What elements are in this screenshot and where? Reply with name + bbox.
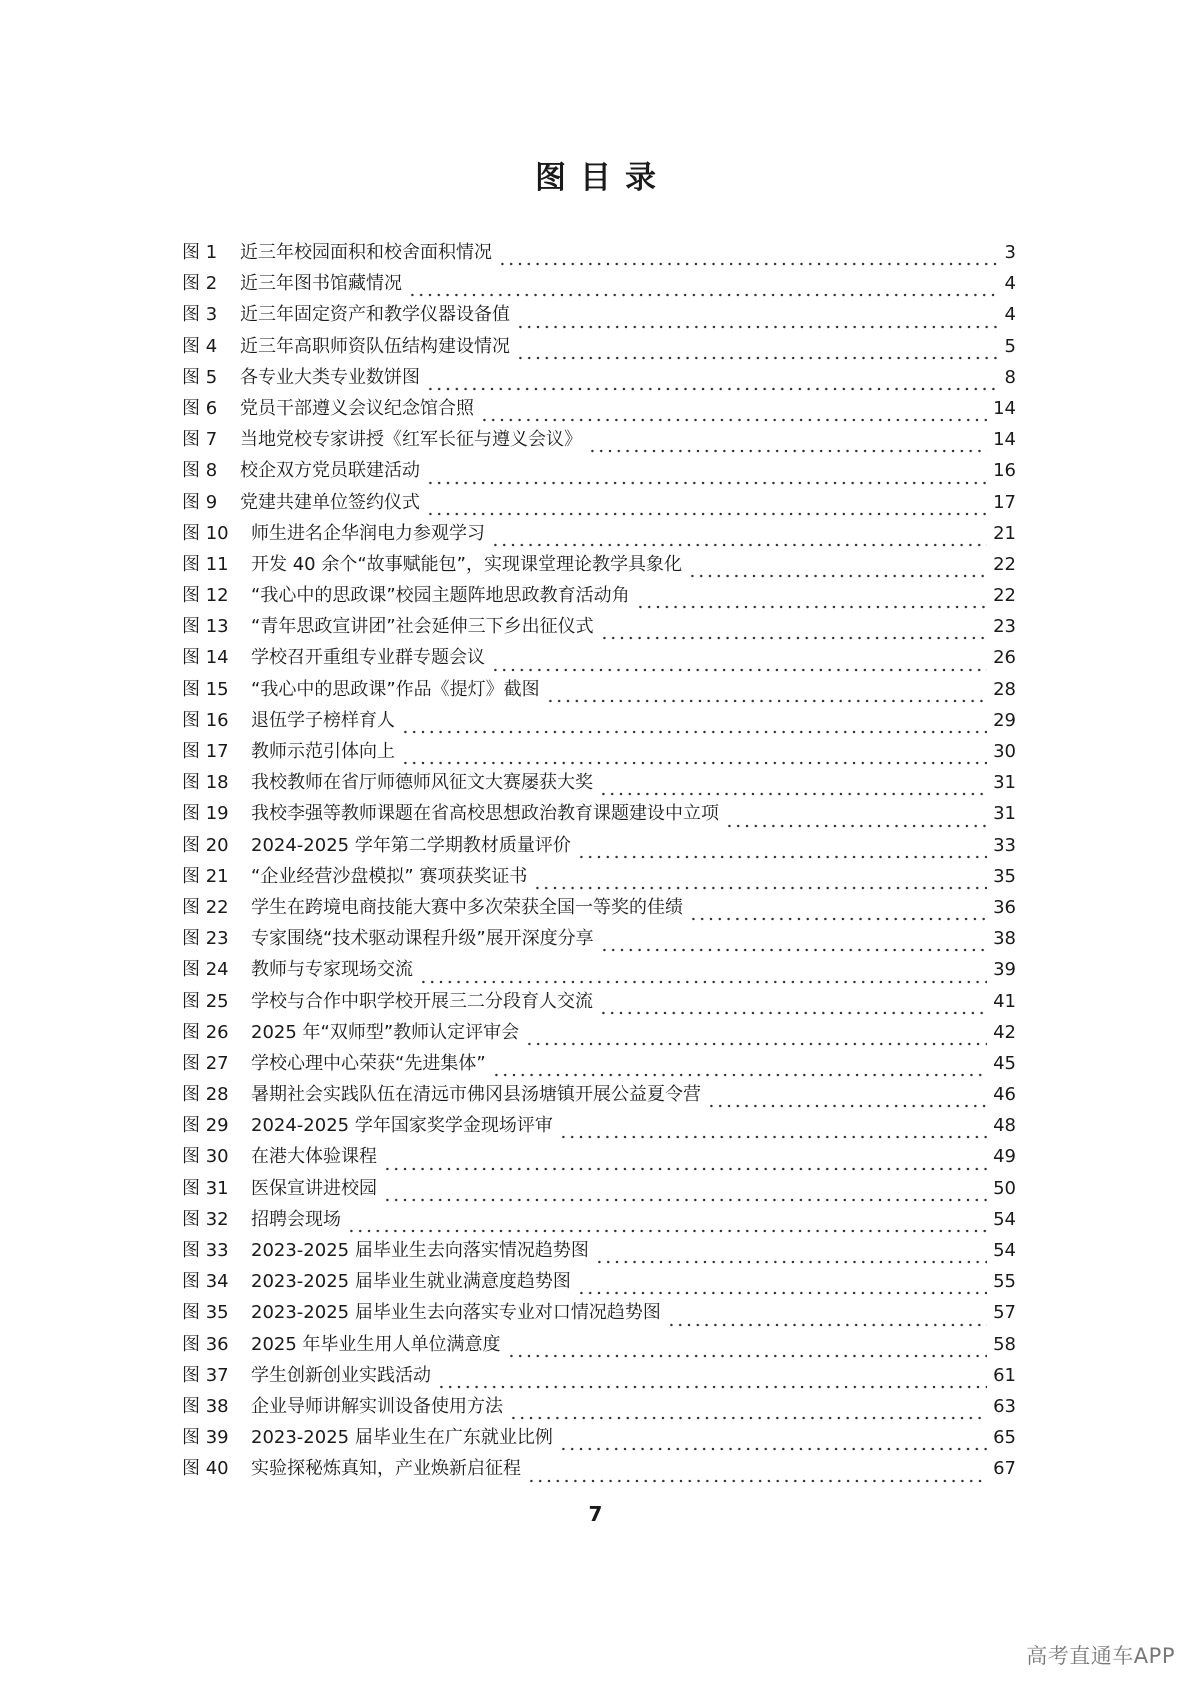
dot-leader	[401, 761, 987, 765]
toc-entry-label: 图 8	[182, 460, 218, 482]
toc-entry-label: 图 4	[182, 335, 218, 357]
toc-entry-title: 退伍学子榜样育人	[251, 709, 395, 731]
dot-leader	[546, 699, 987, 703]
toc-entry-page: 5	[1004, 335, 1016, 357]
toc-entry[interactable]	[182, 272, 1016, 303]
toc-entry-page: 58	[993, 1333, 1016, 1355]
toc-entry[interactable]	[182, 646, 1016, 677]
toc-entry-label: 图 39	[182, 1427, 229, 1449]
toc-entry-page: 31	[993, 803, 1016, 825]
dot-leader	[419, 980, 987, 984]
toc-entry-page: 65	[993, 1427, 1016, 1449]
toc-entry-label: 图 16	[182, 709, 229, 731]
toc-entry-page: 45	[993, 1052, 1016, 1074]
dot-leader	[408, 293, 998, 297]
page-number: 7	[588, 1502, 603, 1526]
toc-entry-label: 图 3	[182, 304, 218, 326]
toc-entry-label: 图 31	[182, 1177, 229, 1199]
toc-entry-label: 图 40	[182, 1458, 229, 1480]
toc-entry-page: 63	[993, 1395, 1016, 1417]
toc-entry-title: “青年思政宣讲团”社会延伸三下乡出征仪式	[251, 616, 594, 638]
toc-entry-page: 49	[993, 1146, 1016, 1168]
toc-entry[interactable]	[182, 834, 1016, 865]
toc-entry[interactable]	[182, 1083, 1016, 1114]
page-title: 图目录	[535, 160, 670, 196]
toc-entry[interactable]	[182, 428, 1016, 459]
toc-entry[interactable]	[182, 1395, 1016, 1426]
dot-leader	[491, 668, 987, 672]
dot-leader	[577, 1291, 987, 1295]
toc-entry[interactable]	[182, 740, 1016, 771]
toc-entry-page: 22	[993, 553, 1016, 575]
toc-entry-label: 图 18	[182, 772, 229, 794]
toc-entry-title: 近三年固定资产和教学仪器设备值	[240, 304, 510, 326]
toc-entry-page: 29	[993, 709, 1016, 731]
dot-leader	[509, 1416, 987, 1420]
dot-leader	[426, 387, 998, 391]
toc-entry[interactable]	[182, 958, 1016, 989]
toc-entry-label: 图 29	[182, 1115, 229, 1137]
toc-entry-title: 学生创新创业实践活动	[251, 1364, 431, 1386]
toc-entry[interactable]	[182, 366, 1016, 397]
toc-entry-page: 8	[1004, 366, 1016, 388]
dot-leader	[599, 1011, 987, 1015]
dot-leader	[383, 1198, 987, 1202]
toc-entry-title: 在港大体验课程	[251, 1146, 377, 1168]
toc-entry-label: 图 38	[182, 1395, 229, 1417]
watermark-text: 高考直通车APP	[1026, 1644, 1175, 1668]
toc-entry-page: 50	[993, 1177, 1016, 1199]
toc-entry-label: 图 11	[182, 553, 229, 575]
toc-entry-title: 2025 年毕业生用人单位满意度	[251, 1333, 501, 1355]
toc-entry-page: 57	[993, 1302, 1016, 1324]
toc-entry-label: 图 9	[182, 491, 218, 513]
toc-entry-label: 图 30	[182, 1146, 229, 1168]
toc-entry-title: 近三年高职师资队伍结构建设情况	[240, 335, 510, 357]
toc-entry-label: 图 13	[182, 616, 229, 638]
toc-entry[interactable]	[182, 584, 1016, 615]
dot-leader	[525, 1042, 987, 1046]
toc-entry-title: 近三年图书馆藏情况	[240, 273, 402, 295]
toc-entry-label: 图 23	[182, 928, 229, 950]
toc-entry[interactable]	[182, 1145, 1016, 1176]
toc-entry-title: 企业导师讲解实训设备使用方法	[251, 1395, 503, 1417]
toc-entry[interactable]	[182, 553, 1016, 584]
toc-entry[interactable]	[182, 303, 1016, 334]
dot-leader	[401, 730, 987, 734]
toc-entry-title: 2023-2025 届毕业生就业满意度趋势图	[251, 1271, 571, 1293]
toc-entry-label: 图 27	[182, 1052, 229, 1074]
dot-leader	[498, 262, 998, 266]
dot-leader	[725, 824, 987, 828]
toc-entry-label: 图 24	[182, 959, 229, 981]
toc-entry-title: 当地党校专家讲授《红军长征与遵义会议》	[240, 429, 582, 451]
toc-entry[interactable]	[182, 615, 1016, 646]
toc-entry-page: 28	[993, 678, 1016, 700]
dot-leader	[383, 1167, 987, 1171]
toc-entry-title: 党建共建单位签约仪式	[240, 491, 420, 513]
toc-entry-title: 教师与专家现场交流	[251, 959, 413, 981]
toc-entry-page: 54	[993, 1208, 1016, 1230]
toc-entry-title: “我心中的思政课”校园主题阵地思政教育活动角	[251, 585, 630, 607]
toc-entry-title: “企业经营沙盘模拟” 赛项获奖证书	[251, 865, 528, 887]
toc-entry-title: 专家围绕“技术驱动课程升级”展开深度分享	[251, 928, 594, 950]
dot-leader	[347, 1229, 987, 1233]
toc-entry-title: 党员干部遵义会议纪念馆合照	[240, 397, 474, 419]
toc-entry-title: 医保宣讲进校园	[251, 1177, 377, 1199]
dot-leader	[688, 574, 987, 578]
toc-entry-title: 2023-2025 届毕业生在广东就业比例	[251, 1427, 553, 1449]
toc-entry-title: 我校李强等教师课题在省高校思想政治教育课题建设中立项	[251, 803, 719, 825]
toc-entry[interactable]	[182, 241, 1016, 272]
toc-entry-page: 14	[993, 397, 1016, 419]
dot-leader	[588, 449, 987, 453]
toc-entry-label: 图 15	[182, 678, 229, 700]
toc-entry-title: 我校教师在省厅师德师风征文大赛屡获大奖	[251, 772, 593, 794]
toc-entry[interactable]	[182, 459, 1016, 490]
toc-entry-label: 图 22	[182, 896, 229, 918]
toc-entry-label: 图 17	[182, 741, 229, 762]
toc-entry-title: 师生进名企华润电力参观学习	[251, 522, 485, 544]
toc-entry-page: 39	[993, 959, 1016, 981]
toc-entry-page: 4	[1004, 304, 1016, 326]
dot-leader	[595, 1260, 987, 1264]
toc-entry-label: 图 6	[182, 397, 218, 419]
toc-entry[interactable]	[182, 1270, 1016, 1301]
toc-entry-page: 16	[993, 460, 1016, 482]
toc-entry-label: 图 14	[182, 647, 229, 669]
toc-entry-page: 61	[993, 1364, 1016, 1386]
toc-entry-title: 2023-2025 届毕业生去向落实情况趋势图	[251, 1240, 589, 1261]
toc-entry[interactable]	[182, 1333, 1016, 1364]
dot-leader	[507, 1354, 988, 1358]
toc-entry-label: 图 12	[182, 585, 229, 607]
toc-entry-label: 图 34	[182, 1271, 229, 1293]
toc-entry[interactable]	[182, 709, 1016, 740]
toc-entry[interactable]	[182, 990, 1016, 1021]
dot-leader	[527, 1479, 987, 1483]
toc-entry-title: 学校心理中心荣获“先进集体”	[251, 1052, 486, 1074]
toc-entry-title: 近三年校园面积和校舍面积情况	[240, 242, 492, 263]
toc-entry-page: 26	[993, 647, 1016, 669]
toc-entry-page: 31	[993, 772, 1016, 794]
toc-entry-title: 2024-2025 学年国家奖学金现场评审	[251, 1115, 553, 1137]
dot-leader	[480, 418, 987, 422]
toc-entry[interactable]	[182, 1239, 1016, 1270]
toc-entry-label: 图 21	[182, 865, 229, 887]
toc-entry-title: 学校与合作中职学校开展三二分段育人交流	[251, 990, 593, 1012]
figure-toc-list	[182, 241, 1016, 1489]
toc-entry[interactable]	[182, 802, 1016, 833]
dot-leader	[426, 481, 987, 485]
toc-entry[interactable]	[182, 1364, 1016, 1395]
toc-entry-label: 图 5	[182, 366, 218, 388]
toc-entry-page: 22	[993, 585, 1016, 607]
toc-entry[interactable]	[182, 335, 1016, 366]
toc-entry-label: 图 28	[182, 1084, 229, 1106]
dot-leader	[636, 605, 987, 609]
toc-entry-label: 图 35	[182, 1302, 229, 1324]
toc-entry-label: 图 33	[182, 1240, 229, 1261]
toc-entry-page: 42	[993, 1021, 1016, 1043]
toc-entry-label: 图 2	[182, 273, 218, 295]
toc-entry-label: 图 19	[182, 803, 229, 825]
dot-leader	[516, 325, 998, 329]
toc-entry[interactable]	[182, 491, 1016, 522]
toc-entry-title: 学校召开重组专业群专题会议	[251, 647, 485, 669]
toc-entry-page: 36	[993, 896, 1016, 918]
dot-leader	[491, 543, 987, 547]
toc-entry-page: 46	[993, 1084, 1016, 1106]
dot-leader	[707, 1104, 987, 1108]
toc-entry-title: 教师示范引体向上	[251, 741, 395, 762]
toc-entry[interactable]	[182, 1301, 1016, 1332]
toc-entry-title: 2023-2025 届毕业生去向落实专业对口情况趋势图	[251, 1302, 661, 1324]
toc-entry-title: 暑期社会实践队伍在清远市佛冈县汤塘镇开展公益夏令营	[251, 1084, 701, 1106]
toc-entry[interactable]	[182, 1457, 1016, 1488]
toc-entry[interactable]	[182, 397, 1016, 428]
toc-entry-label: 图 25	[182, 990, 229, 1012]
toc-entry-title: 学生在跨境电商技能大赛中多次荣获全国一等奖的佳绩	[251, 896, 683, 918]
dot-leader	[689, 917, 987, 921]
toc-entry-label: 图 1	[182, 242, 218, 263]
toc-entry-page: 23	[993, 616, 1016, 638]
toc-entry-label: 图 7	[182, 429, 218, 451]
toc-entry[interactable]	[182, 1426, 1016, 1457]
toc-entry-title: 2025 年“双师型”教师认定评审会	[251, 1021, 520, 1043]
dot-leader	[492, 1073, 987, 1077]
toc-entry[interactable]	[182, 896, 1016, 927]
toc-entry-label: 图 32	[182, 1208, 229, 1230]
toc-entry-page: 21	[993, 522, 1016, 544]
toc-entry-page: 30	[993, 741, 1016, 762]
toc-entry-page: 4	[1004, 273, 1016, 295]
toc-entry-page: 54	[993, 1240, 1016, 1261]
toc-entry-page: 67	[993, 1458, 1016, 1480]
dot-leader	[667, 1323, 987, 1327]
toc-entry[interactable]	[182, 1052, 1016, 1083]
toc-entry[interactable]	[182, 1208, 1016, 1239]
toc-entry-title: 开发 40 余个“故事赋能包”，实现课堂理论教学具象化	[251, 553, 682, 575]
toc-entry-label: 图 36	[182, 1333, 229, 1355]
toc-entry-title: 招聘会现场	[251, 1208, 341, 1230]
dot-leader	[559, 1135, 987, 1139]
toc-entry-page: 41	[993, 990, 1016, 1012]
dot-leader	[559, 1447, 987, 1451]
toc-entry-label: 图 26	[182, 1021, 229, 1043]
toc-entry-title: “我心中的思政课”作品《提灯》截图	[251, 678, 540, 700]
toc-entry-title: 校企双方党员联建活动	[240, 460, 420, 482]
toc-entry-page: 14	[993, 429, 1016, 451]
toc-entry[interactable]	[182, 1177, 1016, 1208]
dot-leader	[533, 886, 987, 890]
dot-leader	[577, 855, 987, 859]
toc-entry[interactable]	[182, 1021, 1016, 1052]
toc-entry-page: 3	[1004, 242, 1016, 263]
toc-entry-label: 图 10	[182, 522, 229, 544]
dot-leader	[599, 792, 987, 796]
dot-leader	[437, 1385, 987, 1389]
toc-entry-label: 图 37	[182, 1364, 229, 1386]
toc-entry-page: 48	[993, 1115, 1016, 1137]
toc-entry[interactable]	[182, 1114, 1016, 1145]
toc-entry[interactable]	[182, 927, 1016, 958]
dot-leader	[600, 636, 987, 640]
toc-entry-title: 各专业大类专业数饼图	[240, 366, 420, 388]
dot-leader	[600, 948, 987, 952]
toc-entry-page: 17	[993, 491, 1016, 513]
dot-leader	[516, 356, 998, 360]
toc-entry-page: 38	[993, 928, 1016, 950]
toc-entry-page: 33	[993, 834, 1016, 856]
dot-leader	[426, 512, 987, 516]
toc-entry[interactable]	[182, 771, 1016, 802]
toc-entry[interactable]	[182, 865, 1016, 896]
toc-entry-title: 实验探秘炼真知，产业焕新启征程	[251, 1458, 521, 1480]
toc-entry[interactable]	[182, 522, 1016, 553]
toc-entry-page: 35	[993, 865, 1016, 887]
toc-entry-title: 2024-2025 学年第二学期教材质量评价	[251, 834, 571, 856]
toc-entry-page: 55	[993, 1271, 1016, 1293]
toc-entry-label: 图 20	[182, 834, 229, 856]
toc-entry[interactable]	[182, 678, 1016, 709]
